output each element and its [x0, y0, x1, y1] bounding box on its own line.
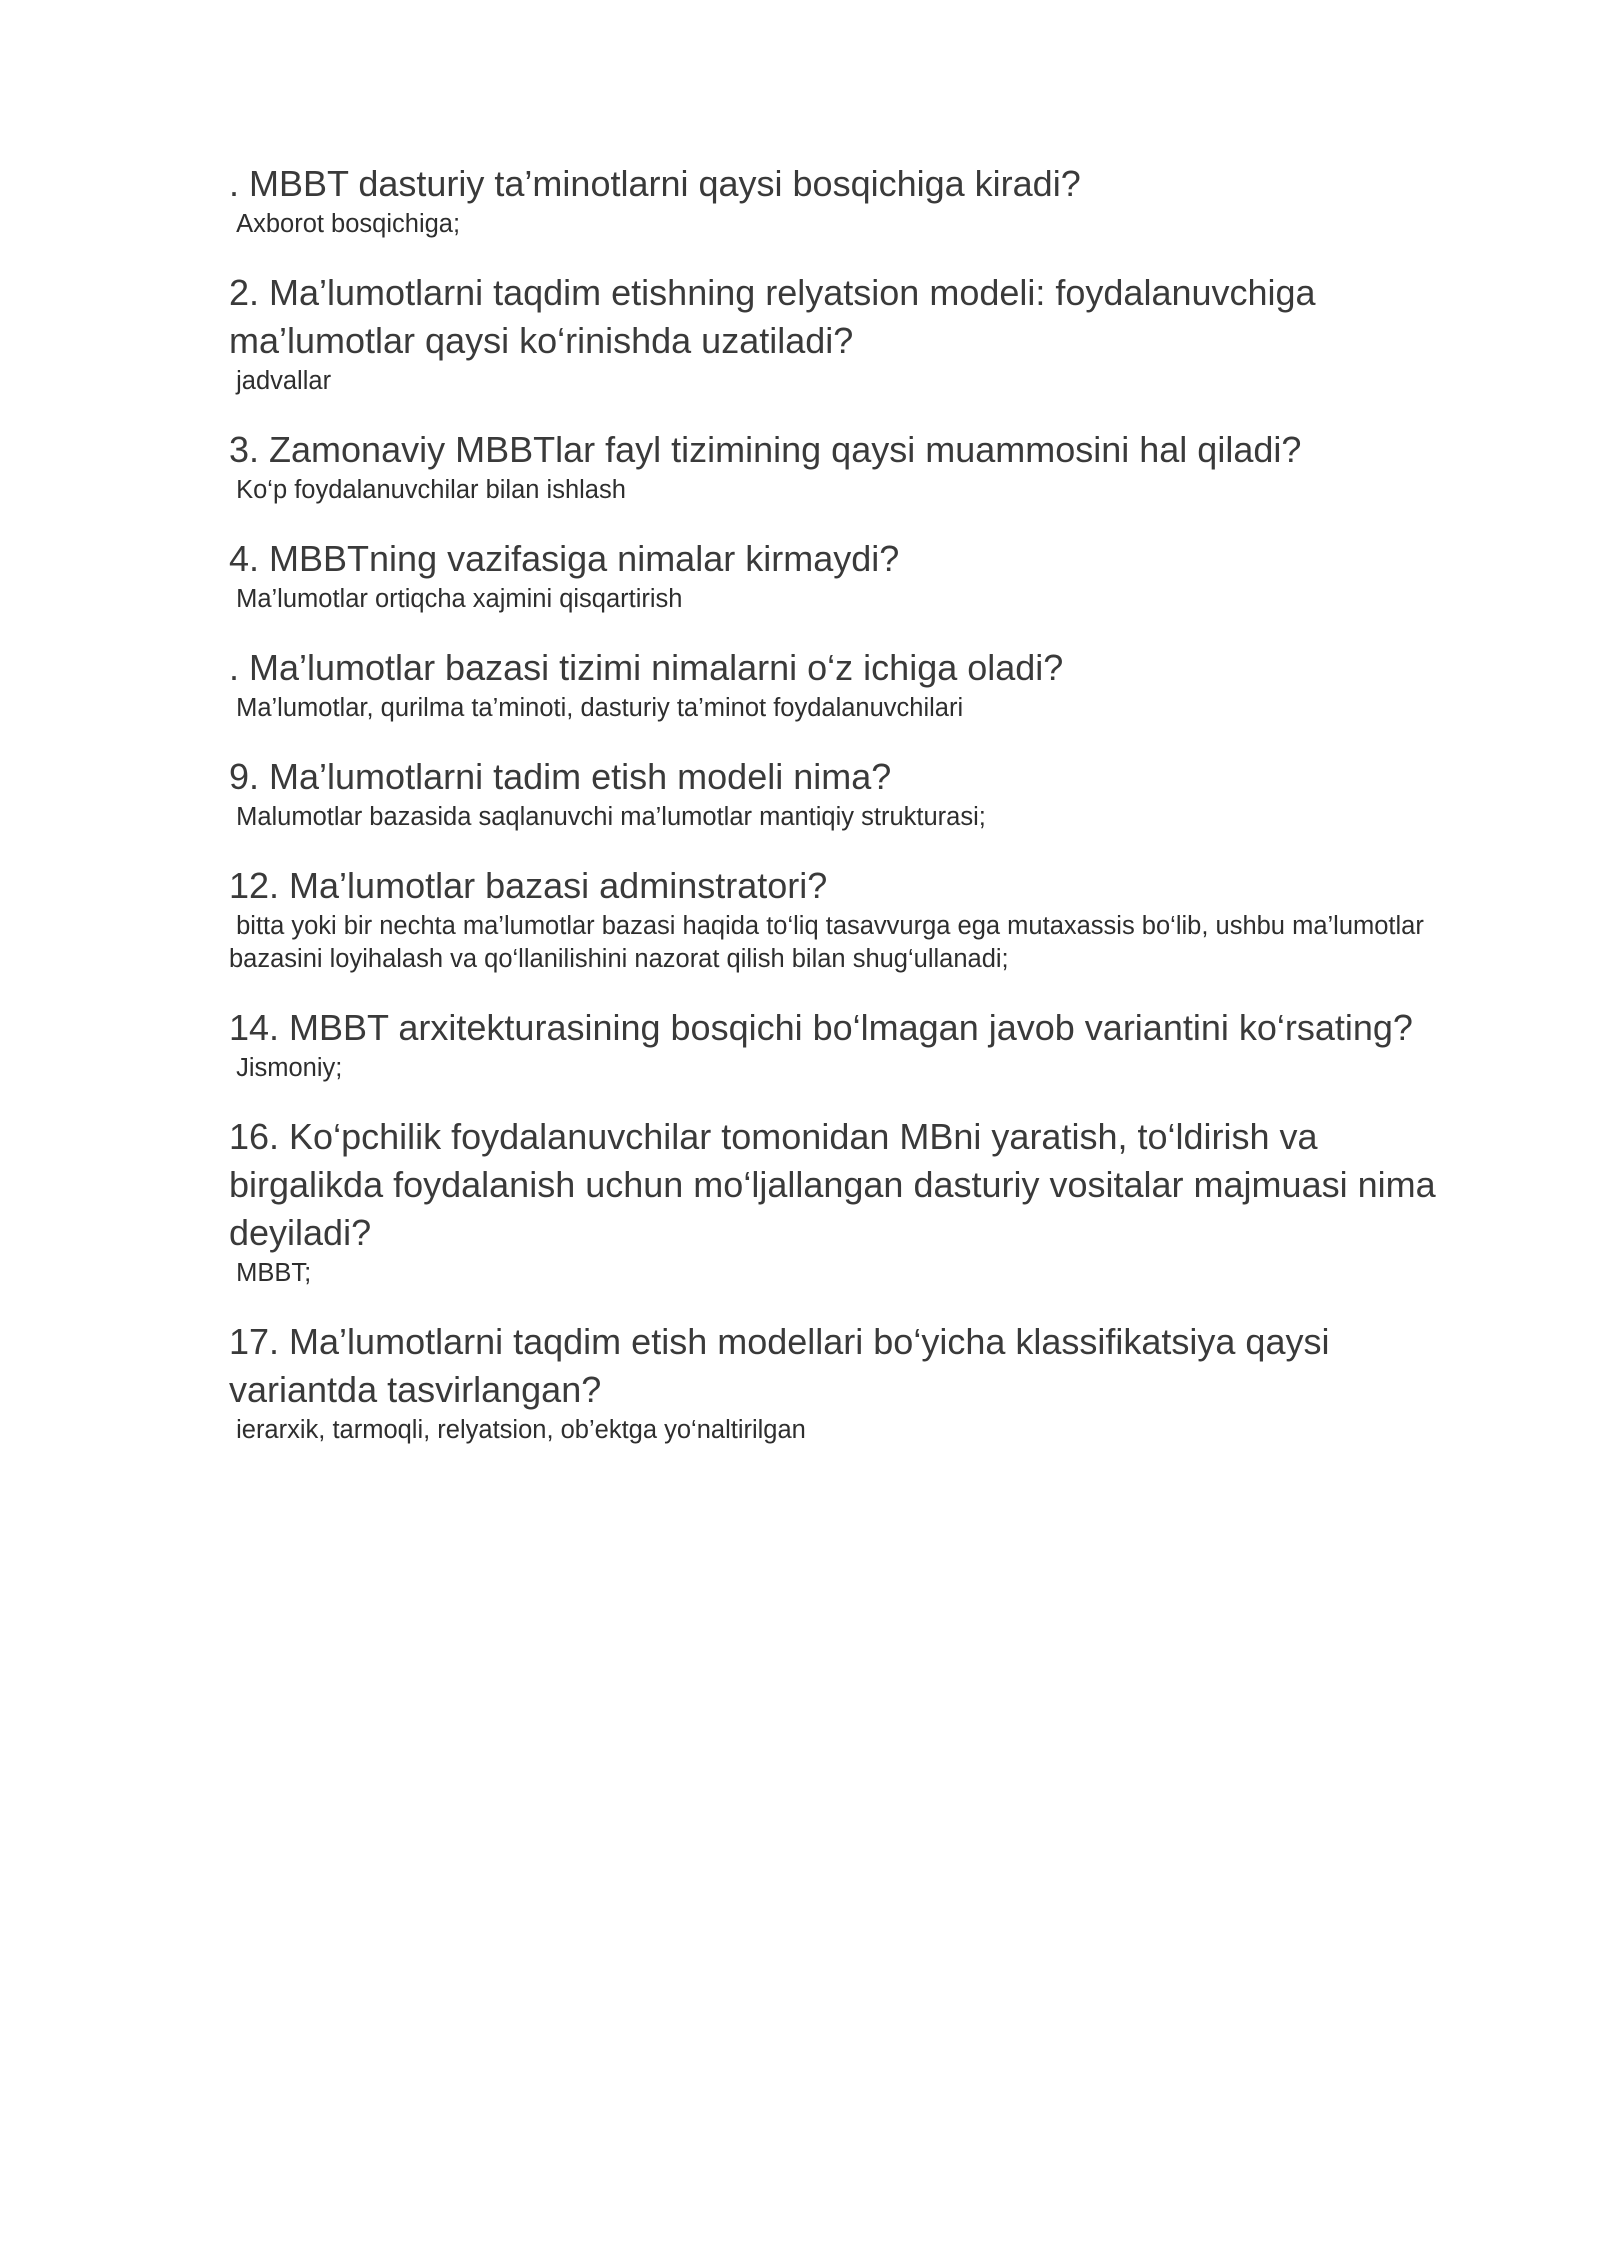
qa-item [229, 426, 1469, 507]
qa-item [229, 1318, 1469, 1447]
qa-item [229, 753, 1469, 834]
qa-item [229, 269, 1469, 398]
answer-text: Ma’lumotlar ortiqcha xajmini qisqartirish [229, 585, 683, 613]
answer-text: Malumotlar bazasida saqlanuvchi ma’lumotlar mantiqiy strukturasi; [229, 803, 986, 831]
question-text: 2. Ma’lumotlarni taqdim etishning relyatsion modeli: foydalanuvchiga ma’lumotlar qaysi ko‘rinishda uzatiladi? [229, 272, 1326, 361]
qa-item [229, 1113, 1469, 1290]
qa-item [229, 644, 1469, 725]
answer-text: Ko‘p foydalanuvchilar bilan ishlash [229, 476, 626, 504]
question-text: 16. Ko‘pchilik foydalanuvchilar tomonidan MBni yaratish, to‘ldirish va birgalikda foydalanish uchun mo‘ljallangan dasturiy vositalar majmuasi nima deyiladi? [229, 1116, 1446, 1253]
answer-text: Jismoniy; [229, 1054, 343, 1082]
question-text: 17. Ma’lumotlarni taqdim etish modellari bo‘yicha klassifikatsiya qaysi variantda tasvirlangan? [229, 1321, 1340, 1410]
answer-text: Axborot bosqichiga; [229, 210, 461, 238]
answer-text: ierarxik, tarmoqli, relyatsion, ob’ektga yo‘naltirilgan [229, 1416, 806, 1444]
question-text: 14. MBBT arxitekturasining bosqichi bo‘lmagan javob variantini ko‘rsating? [229, 1007, 1413, 1048]
qa-item [229, 1004, 1469, 1085]
question-text: 4. MBBTning vazifasiga nimalar kirmaydi? [229, 538, 900, 579]
question-text: 3. Zamonaviy MBBTlar fayl tizimining qaysi muammosini hal qiladi? [229, 429, 1302, 470]
document-page [229, 160, 1469, 1475]
question-text: 12. Ma’lumotlar bazasi adminstratori? [229, 865, 828, 906]
answer-text: Ma’lumotlar, qurilma ta’minoti, dasturiy ta’minot foydalanuvchilari [229, 694, 964, 722]
question-text: . Ma’lumotlar bazasi tizimi nimalarni o‘z ichiga oladi? [229, 647, 1064, 688]
qa-item [229, 160, 1469, 241]
qa-item [229, 535, 1469, 616]
answer-text: bitta yoki bir nechta ma’lumotlar bazasi haqida to‘liq tasavvurga ega mutaxassis bo‘lib, ushbu ma’lumotlar bazasini loyihalash va qo‘llanilishini nazorat qilish bilan shug‘ullanadi; [229, 912, 1431, 973]
answer-text: jadvallar [229, 367, 332, 395]
qa-item [229, 862, 1469, 976]
question-text: 9. Ma’lumotlarni tadim etish modeli nima? [229, 756, 892, 797]
answer-text: MBBT; [229, 1259, 312, 1287]
question-text: . MBBT dasturiy ta’minotlarni qaysi bosqichiga kiradi? [229, 163, 1081, 204]
